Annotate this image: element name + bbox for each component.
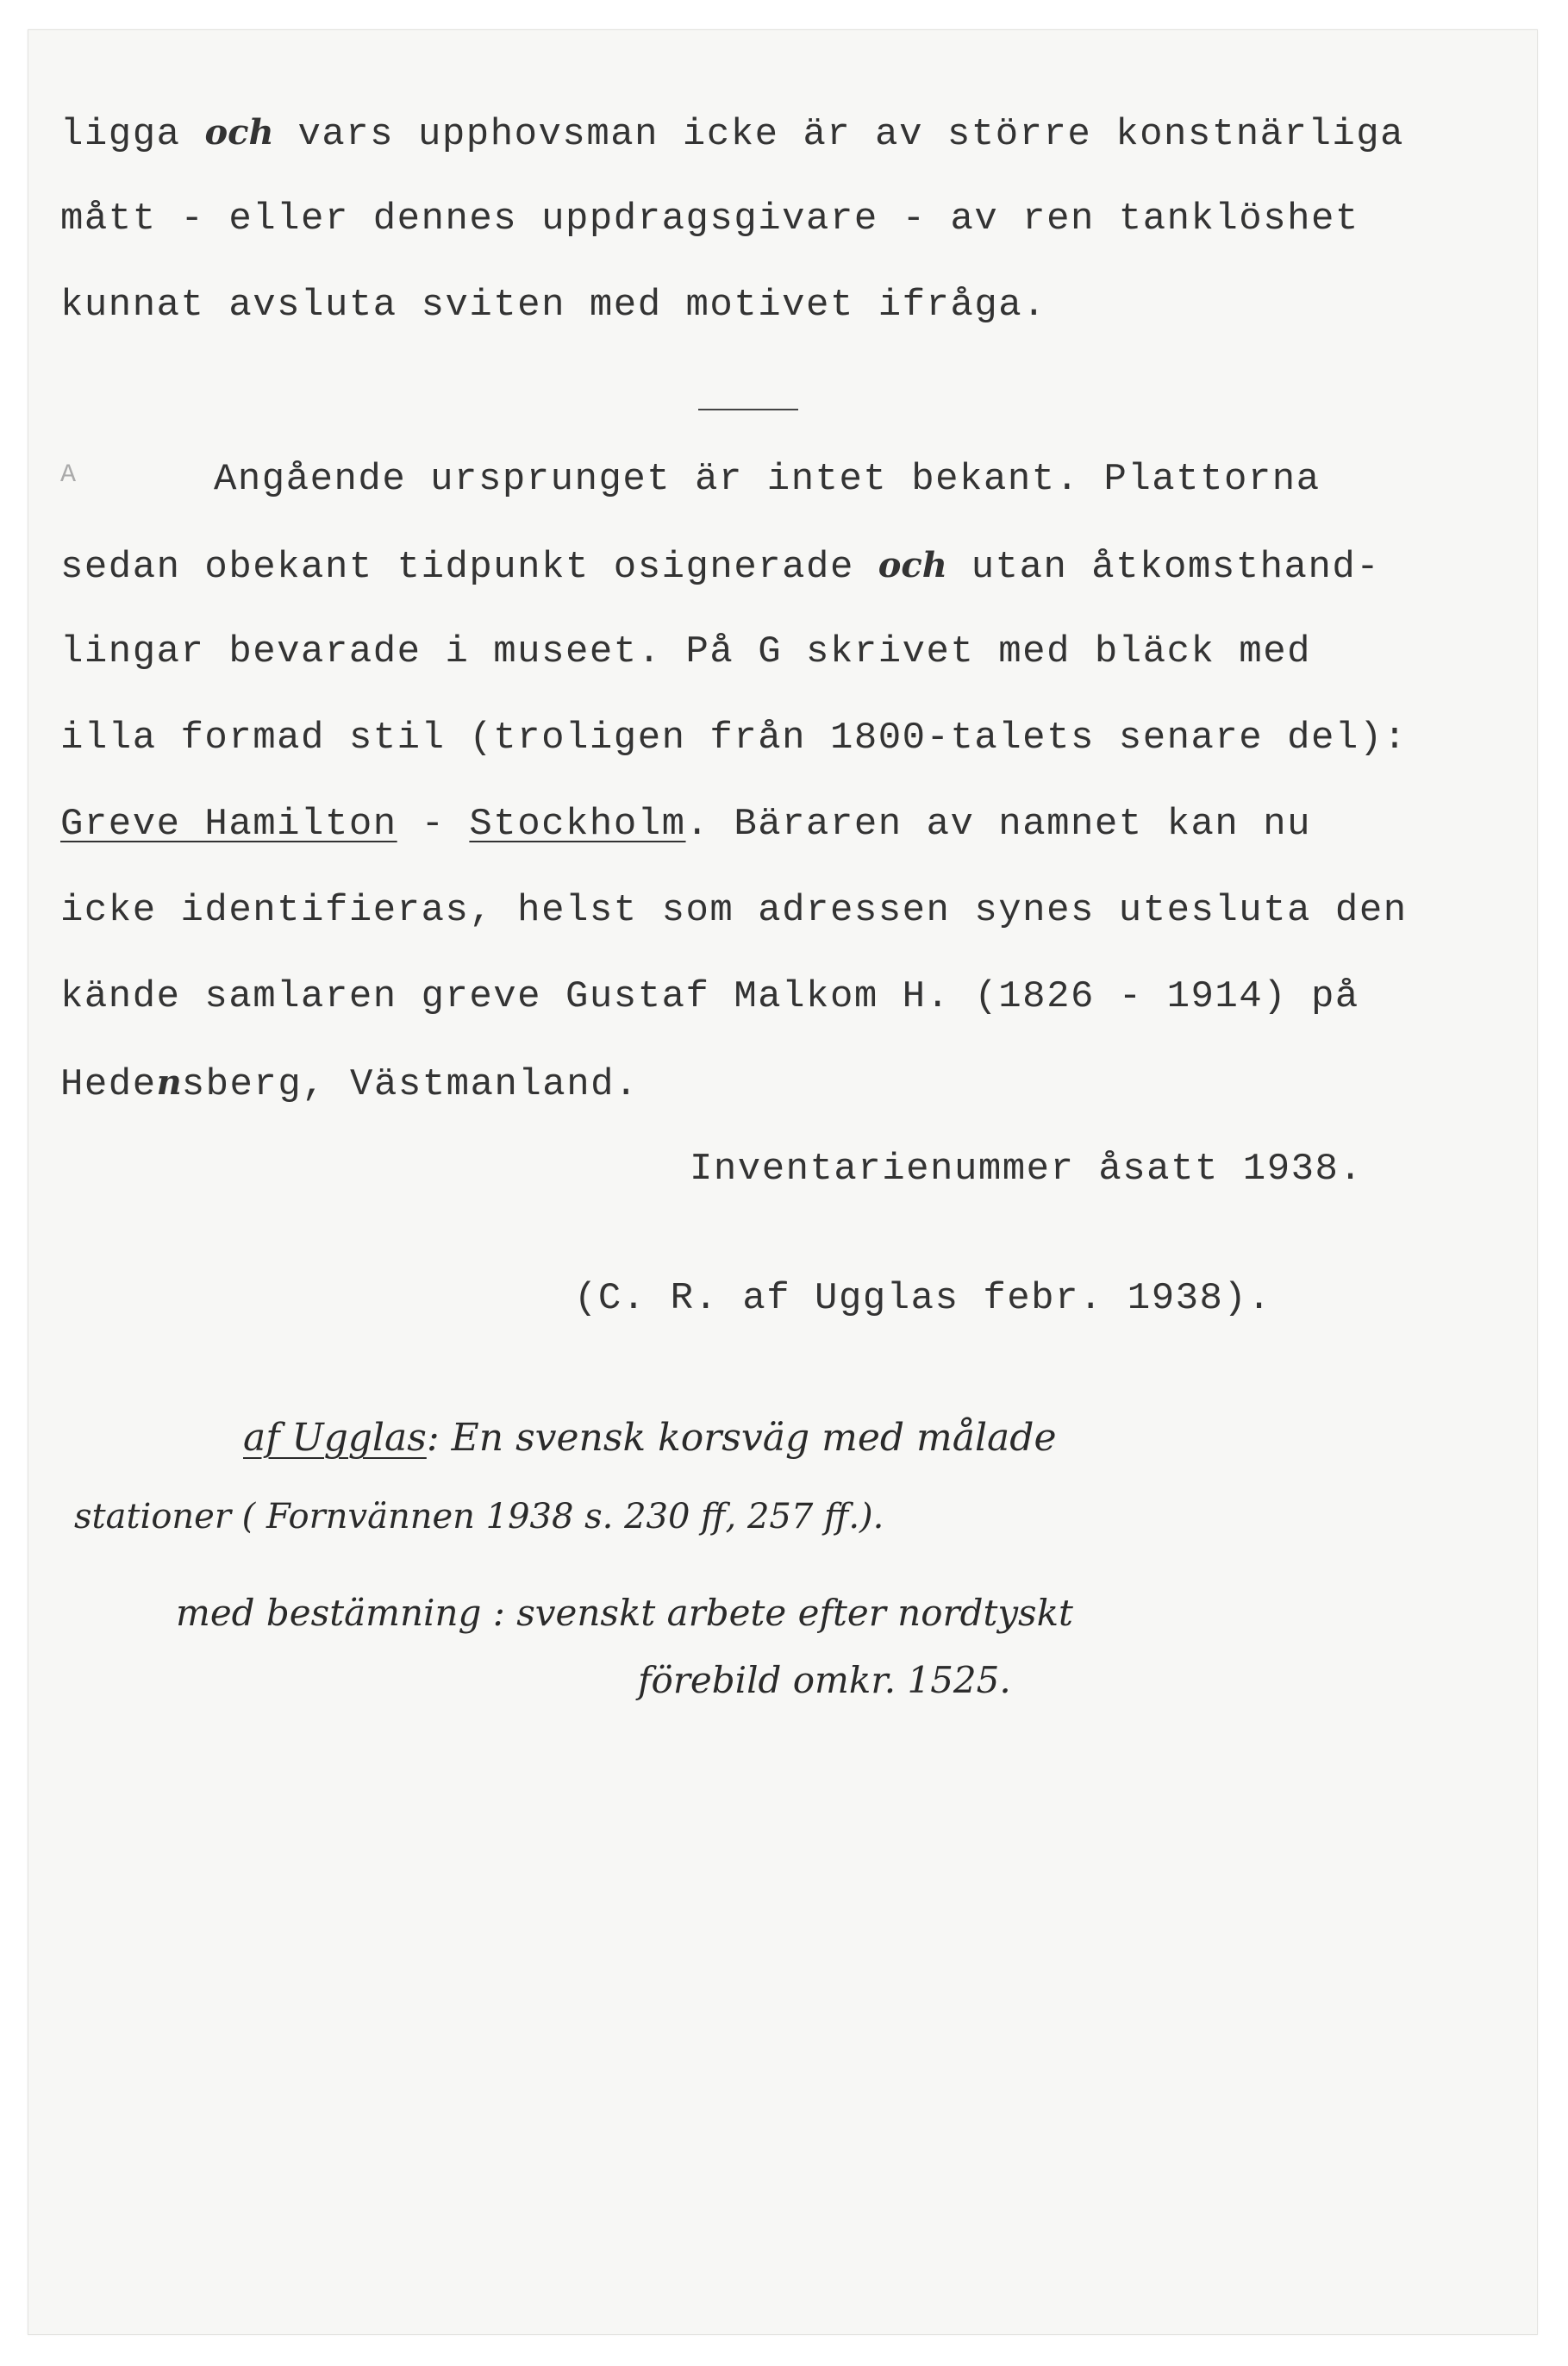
signature-line: (C. R. af Ugglas febr. 1938). — [574, 1277, 1272, 1320]
underlined-place: Stockholm — [469, 803, 686, 846]
text-line: illa formad stil (troligen från 1800-talets senare del): — [60, 717, 1408, 760]
section-divider — [698, 409, 798, 410]
text-line: Angående ursprunget är intet bekant. Plattorna — [214, 458, 1321, 501]
handwritten-reference-cont: stationer ( Fornvännen 1938 s. 230 ff, 257 ff.). — [74, 1497, 884, 1537]
inventory-note: Inventarienummer åsatt 1938. — [690, 1148, 1364, 1191]
margin-mark: A — [60, 460, 77, 490]
text-line: mått - eller dennes uppdragsgivare - av ren tanklöshet — [60, 197, 1359, 241]
handwritten-insert: och — [204, 112, 274, 153]
handwritten-insert: och — [878, 545, 947, 585]
handwritten-note: med bestämning : svenskt arbete efter nordtyskt — [176, 1592, 1073, 1634]
text-line: kände samlaren greve Gustaf Malkom H. (1826 - 1914) på — [60, 975, 1359, 1018]
text-line: lingar bevarade i museet. På G skrivet med bläck med — [60, 630, 1312, 673]
handwritten-correction: n — [156, 1062, 182, 1103]
handwritten-note-cont: förebild omkr. 1525. — [638, 1659, 1011, 1701]
text-line: kunnat avsluta sviten med motivet ifråga. — [60, 284, 1047, 327]
text-line: ligga och vars upphovsman icke är av större konstnärliga — [60, 112, 1405, 156]
text-line: icke identifieras, helst som adressen synes utesluta den — [60, 889, 1408, 932]
text-line: Greve Hamilton - Stockholm. Bäraren av namnet kan nu — [60, 803, 1312, 846]
text-line: Hedensberg, Västmanland. — [60, 1062, 639, 1106]
handwritten-author: af Ugglas — [243, 1416, 427, 1460]
underlined-name: Greve Hamilton — [60, 803, 397, 846]
text-line: sedan obekant tidpunkt osignerade och utan åtkomsthand- — [60, 545, 1381, 589]
handwritten-reference: af Ugglas: En svensk korsväg med målade — [243, 1416, 1057, 1460]
